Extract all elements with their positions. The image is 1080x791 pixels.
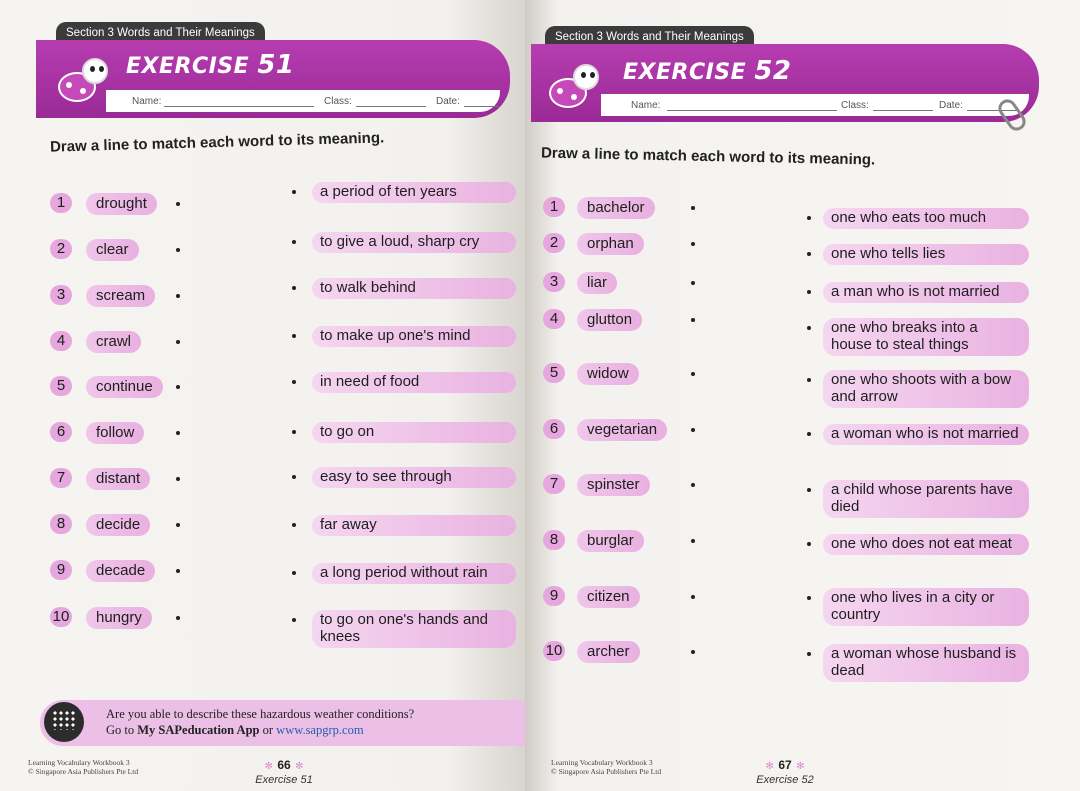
name-class-date-bar — [601, 94, 1029, 116]
item-number: 7 — [543, 474, 565, 494]
promo-prefix: Go to — [106, 723, 138, 737]
meaning-pill: to give a loud, sharp cry — [312, 232, 516, 253]
word-match-dot[interactable] — [176, 523, 180, 527]
item-number: 6 — [50, 422, 72, 442]
word-pill: widow — [577, 363, 639, 385]
word-match-dot[interactable] — [691, 483, 695, 487]
word-pill: distant — [86, 468, 150, 490]
ladybug-mascot-icon — [52, 50, 122, 110]
word-pill: scream — [86, 285, 155, 307]
section-label: Section 3 Words and Their Meanings — [56, 22, 265, 44]
class-label: Class: — [841, 100, 869, 111]
page-exercise-label: Exercise 51 — [255, 774, 313, 786]
word-pill: drought — [86, 193, 157, 215]
promo-app-link[interactable]: My SAPeducation App — [137, 723, 260, 737]
promo-or: or — [259, 723, 277, 737]
meaning-pill: in need of food — [312, 372, 516, 393]
footer-copyright: © Singapore Asia Publishers Pte Ltd — [28, 767, 139, 776]
section-label: Section 3 Words and Their Meanings — [545, 26, 754, 48]
word-match-dot[interactable] — [691, 318, 695, 322]
date-label: Date: — [436, 96, 460, 107]
ladybug-mascot-icon — [543, 56, 613, 116]
meaning-match-dot[interactable] — [292, 334, 296, 338]
page-number: 66 — [277, 758, 291, 772]
word-match-dot[interactable] — [176, 616, 180, 620]
word-pill: bachelor — [577, 197, 655, 219]
date-label: Date: — [939, 100, 963, 111]
class-label: Class: — [324, 96, 352, 107]
instruction-text: Draw a line to match each word to its meaning. — [540, 144, 876, 169]
meaning-match-dot[interactable] — [292, 380, 296, 384]
word-pill: follow — [86, 422, 144, 444]
word-pill: citizen — [577, 586, 640, 608]
exercise-title — [126, 50, 295, 80]
word-match-dot[interactable] — [176, 385, 180, 389]
qr-dots-icon — [52, 710, 76, 730]
meaning-pill: to go on — [312, 422, 516, 443]
word-pill: decade — [86, 560, 155, 582]
word-pill: decide — [86, 514, 150, 536]
item-number: 8 — [50, 514, 72, 534]
word-match-dot[interactable] — [176, 569, 180, 573]
meaning-pill: a long period without rain — [312, 563, 516, 584]
meaning-match-dot[interactable] — [807, 596, 811, 600]
exercise-number: 52 — [754, 56, 792, 86]
item-number: 1 — [543, 197, 565, 217]
item-number: 4 — [543, 309, 565, 329]
meaning-pill: one who tells lies — [823, 244, 1029, 265]
left-page — [0, 0, 525, 791]
word-match-dot[interactable] — [691, 242, 695, 246]
meaning-match-dot[interactable] — [807, 252, 811, 256]
footer-publisher — [551, 758, 661, 776]
meaning-pill: far away — [312, 515, 516, 536]
meaning-match-dot[interactable] — [292, 240, 296, 244]
word-match-dot[interactable] — [691, 281, 695, 285]
word-match-dot[interactable] — [176, 248, 180, 252]
name-label: Name: — [631, 100, 661, 111]
footer-book-title: Learning Vocabulary Workbook 3 — [551, 758, 653, 767]
item-number: 5 — [543, 363, 565, 383]
class-line[interactable] — [356, 106, 426, 107]
word-match-dot[interactable] — [691, 206, 695, 210]
word-match-dot[interactable] — [691, 428, 695, 432]
word-pill: spinster — [577, 474, 650, 496]
meaning-match-dot[interactable] — [292, 286, 296, 290]
meaning-pill: a man who is not married — [823, 282, 1029, 303]
meaning-pill: one who shoots with a bow and arrow — [823, 370, 1029, 408]
meaning-match-dot[interactable] — [807, 542, 811, 546]
footer-publisher — [28, 758, 138, 776]
meaning-match-dot[interactable] — [807, 216, 811, 220]
name-line[interactable] — [164, 106, 314, 107]
item-number: 8 — [543, 530, 565, 550]
word-match-dot[interactable] — [176, 431, 180, 435]
word-pill: orphan — [577, 233, 644, 255]
word-pill: clear — [86, 239, 139, 261]
item-number: 6 — [543, 419, 565, 439]
word-pill: burglar — [577, 530, 644, 552]
meaning-match-dot[interactable] — [807, 378, 811, 382]
meaning-pill: a child whose parents have died — [823, 480, 1029, 518]
word-match-dot[interactable] — [176, 202, 180, 206]
item-number: 9 — [543, 586, 565, 606]
meaning-pill: one who eats too much — [823, 208, 1029, 229]
name-label: Name: — [132, 96, 162, 107]
item-number: 5 — [50, 376, 72, 396]
meaning-match-dot[interactable] — [807, 488, 811, 492]
instruction-text: Draw a line to match each word to its meaning. — [49, 129, 385, 156]
page-exercise-label: Exercise 52 — [756, 774, 814, 786]
meaning-pill: one who lives in a city or country — [823, 588, 1029, 626]
word-pill: glutton — [577, 309, 642, 331]
word-match-dot[interactable] — [691, 595, 695, 599]
meaning-match-dot[interactable] — [292, 571, 296, 575]
promo-question: Are you able to describe these hazardous weather conditions? — [106, 707, 415, 721]
page-number-block: ✻ 66 ✻ Exercise 51 — [244, 756, 324, 786]
meaning-pill: to go on one's hands and knees — [312, 610, 516, 648]
page-number-block: ✻ 67 ✻ Exercise 52 — [745, 756, 825, 786]
item-number: 3 — [50, 285, 72, 305]
meaning-match-dot[interactable] — [292, 475, 296, 479]
exercise-word: EXERCISE — [623, 60, 747, 85]
exercise-number: 51 — [257, 50, 295, 80]
meaning-pill: a woman who is not married — [823, 424, 1029, 445]
footer-book-title: Learning Vocabulary Workbook 3 — [28, 758, 130, 767]
footer-copyright: © Singapore Asia Publishers Pte Ltd — [551, 767, 662, 776]
word-pill: hungry — [86, 607, 152, 629]
meaning-pill: easy to see through — [312, 467, 516, 488]
word-pill: liar — [577, 272, 617, 294]
meaning-pill: to make up one's mind — [312, 326, 516, 347]
item-number: 2 — [50, 239, 72, 259]
meaning-pill: one who breaks into a house to steal things — [823, 318, 1029, 356]
item-number: 10 — [50, 607, 72, 627]
name-class-date-bar — [106, 90, 500, 112]
promo-url-link[interactable]: www.sapgrp.com — [276, 723, 364, 737]
meaning-match-dot[interactable] — [292, 190, 296, 194]
meaning-match-dot[interactable] — [807, 652, 811, 656]
word-match-dot[interactable] — [691, 539, 695, 543]
page-number: 67 — [778, 758, 792, 772]
item-number: 3 — [543, 272, 565, 292]
promo-directions — [106, 723, 364, 738]
word-match-dot[interactable] — [176, 340, 180, 344]
word-pill: crawl — [86, 331, 141, 353]
word-match-dot[interactable] — [176, 477, 180, 481]
class-line[interactable] — [873, 110, 933, 111]
word-pill: archer — [577, 641, 640, 663]
word-match-dot[interactable] — [176, 294, 180, 298]
name-line[interactable] — [667, 110, 837, 111]
meaning-match-dot[interactable] — [807, 432, 811, 436]
item-number: 2 — [543, 233, 565, 253]
exercise-title — [623, 56, 792, 86]
item-number: 9 — [50, 560, 72, 580]
date-line[interactable] — [464, 106, 500, 107]
word-match-dot[interactable] — [691, 650, 695, 654]
meaning-pill: a woman whose husband is dead — [823, 644, 1029, 682]
meaning-match-dot[interactable] — [292, 430, 296, 434]
word-pill: continue — [86, 376, 163, 398]
meaning-pill: a period of ten years — [312, 182, 516, 203]
meaning-match-dot[interactable] — [292, 523, 296, 527]
item-number: 1 — [50, 193, 72, 213]
word-match-dot[interactable] — [691, 372, 695, 376]
meaning-match-dot[interactable] — [807, 326, 811, 330]
word-pill: vegetarian — [577, 419, 667, 441]
exercise-word: EXERCISE — [126, 54, 250, 79]
right-page — [525, 0, 1080, 791]
meaning-pill: one who does not eat meat — [823, 534, 1029, 555]
meaning-match-dot[interactable] — [292, 618, 296, 622]
item-number: 7 — [50, 468, 72, 488]
meaning-pill: to walk behind — [312, 278, 516, 299]
promo-banner — [40, 700, 525, 746]
item-number: 10 — [543, 641, 565, 661]
item-number: 4 — [50, 331, 72, 351]
meaning-match-dot[interactable] — [807, 290, 811, 294]
